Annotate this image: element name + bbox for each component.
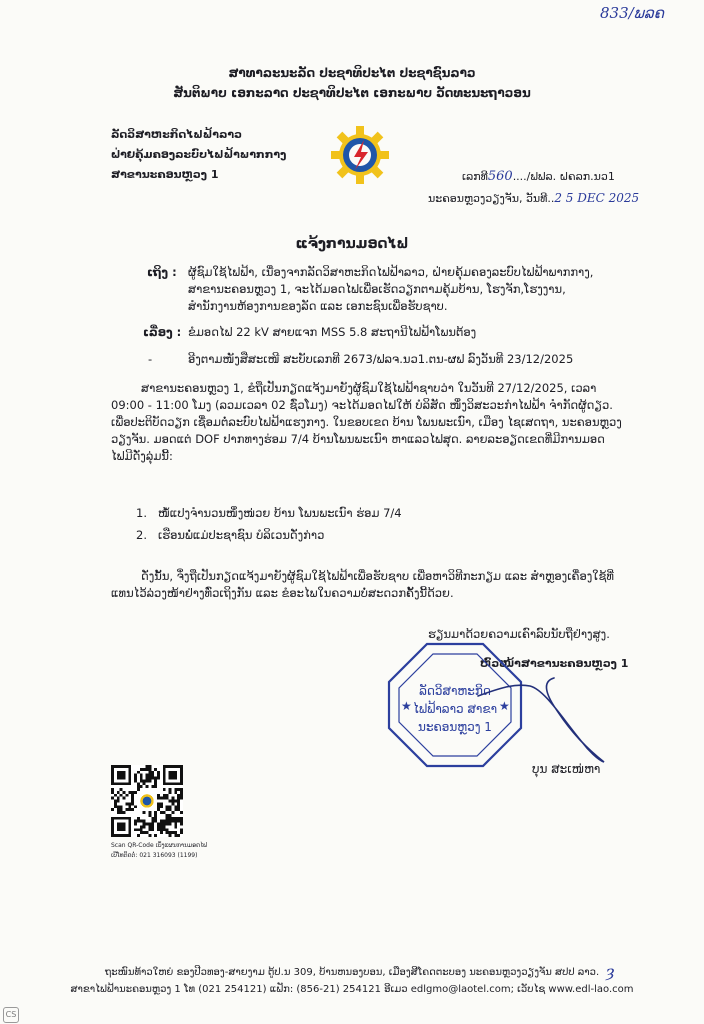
edl-logo <box>330 125 390 185</box>
list-item <box>136 528 324 542</box>
list-item <box>136 506 402 520</box>
notice-title: ແຈ້ງການມອດໄຟ <box>295 236 409 252</box>
to-line: ສຳນັກງານຫ້ອງການຂອງລັດ ແລະ ເອກະຊົນເພື່ອຮັບຊາບ. <box>188 299 448 313</box>
list-item-number: 2. <box>136 528 147 542</box>
stamp-text-line: ລັດວິສາຫະກິດ <box>419 684 491 698</box>
to-label: ເຖິງ : <box>147 265 177 279</box>
list-item-text: ໜໍ້ແປງຈຳນວນໜຶ່ງໜ່ວຍ ບ້ານ ໂພນພະເນົາ ຮ່ອມ 7/4 <box>157 506 402 520</box>
subject-text: ຂໍມອດໄຟ 22 kV ສາຍແຈກ MSS 5.8 ສະຖານີໄຟຟ້າໂພນຕ້ອງ <box>188 325 477 339</box>
footer-initials-icon: ȝ <box>606 962 615 981</box>
body-line: ວຽງຈັນ. ມອດແຕ່ DOF ປາກທາງຮ່ອມ 7/4 ບ້ານໂພນພະເນົາ ຫາແລວໄຟສຸດ. ລາຍລະອຽດເຂດທີ່ມີການມອດ <box>111 432 605 446</box>
reference-number-value: 560 <box>487 169 513 184</box>
stamp-star-icon: ★ <box>499 699 510 713</box>
footer-contact: ສາຂາໄຟຟ້ານະຄອນຫຼວງ 1 ໂທ (021 254121) ແຟັກ: (856-21) 254121 ອີເມວ edlgmo@laotel.com; ເວັບໄຊ www.edl-lao.com <box>70 984 634 995</box>
to-line: ສາຂານະຄອນຫຼວງ 1, ຈະໄດ້ມອດໄຟເພື່ອເຮັດວຽກຕາມຄຸ້ມບ້ານ, ໂຮງຈັກ,ໂຮງງານ, <box>188 282 566 296</box>
reference-line: ອີງຕາມໜັງສືສະເໜີ ສະບັບເລກທີ 2673/ຟລຈ.ນວ1.ຕນ-ຜຟ ລົງວັນທີ 23/12/2025 <box>188 352 574 366</box>
body-line: ໄຟມີດັ່ງລຸ່ມນີ້: <box>111 449 173 463</box>
handwritten-reference: 833/ພລຄ <box>600 4 665 22</box>
closing-line: ດັ່ງນັ້ນ, ຈຶ່ງຖືເປັນກຽດແຈ້ງມາຍັງຜູ້ຊົມໃຊ້ໄຟຟ້າເພື່ອຮັບຊາບ ເພື່ອຫາວິທີກະກຽມ ແລະ ສຳຫຼອງເຄື່ອງໃຊ້ທີ່ <box>141 569 614 583</box>
subject-label: ເລື່ອງ : <box>143 325 182 339</box>
regards-line: ຮຽນມາດ້ວຍຄວາມເຄົາລົບນັບຖືຢ່າງສູງ. <box>428 627 610 641</box>
closing-paragraph <box>111 568 614 602</box>
footer-address: ຖະໜົນທ້າວໃຫຍ່ ຂອງປີວທອງ-ສາຍງາມ ຕູ້ປ.ນ 309, ບ້ານຫນອງບອນ, ເມືອງສີໂຄດຕະບອງ ນະຄອນຫຼວງວຽງຈັນ ສປປ ລາວ. <box>104 967 600 978</box>
reference-number-suffix: ..../ຟຟລ. ຝຄລກ.ນວ1 <box>512 170 615 183</box>
scanner-corner-mark: CS <box>3 1007 19 1023</box>
body-line: ສາຂານະຄອນຫຼວງ 1, ຂໍຖືເປັນກຽດແຈ້ງມາຍັງຜູ້ຊົມໃຊ້ໄຟຟ້າຊາບວ່າ ໃນວັນທີ 27/12/2025, ເວລາ <box>141 381 597 395</box>
body-paragraph <box>111 380 622 465</box>
signer-name: ບຸນ ສະເໜ່ຫາ <box>532 762 601 776</box>
place-date <box>428 191 639 206</box>
reference-number <box>462 170 615 184</box>
body-line: 09:00 - 11:00 ໂມງ (ລວມເວລາ 02 ຊົ່ວໂມງ) ຈະໄດ້ມອດໄຟໃຫ້ ບໍລິສັດ ໜຶ່ງວິສະວະກຳໄຟຟ້າ ຈຳກັດຜູ້ດຽວ. <box>111 398 613 412</box>
stamp-star-icon: ★ <box>401 699 412 713</box>
list-item-number: 1. <box>136 506 147 520</box>
stamp-text-line: ໄຟຟ້າລາວ ສາຂາ <box>412 702 498 716</box>
to-line: ຜູ້ຊົມໃຊ້ໄຟຟ້າ, ເນື່ອງຈາກລັດວິສາຫະກິດໄຟຟ້າລາວ, ຝ່າຍຄຸ້ມຄອງລະບົບໄຟຟ້າພາກກາງ, <box>188 265 594 279</box>
date-value: 2 5 DEC 2025 <box>554 191 640 205</box>
national-header-line1: ສາທາລະນະລັດ ປະຊາທິປະໄຕ ປະຊາຊົນລາວ <box>228 66 476 80</box>
closing-line: ແທນໄວ້ລ່ວງໜ້າຢ່າງທົ່ວເຖິງກັນ ແລະ ຂໍອະໄພໃນຄວາມບໍ່ສະດວກຄັ້ງນີ້ດ້ວຍ. <box>111 586 454 600</box>
to-text <box>188 264 593 315</box>
stamp-text-line: ນະຄອນຫຼວງ 1 <box>418 720 492 734</box>
national-header-line2: ສັນຕິພາບ ເອກະລາດ ປະຊາທິປະໄຕ ເອກະພາບ ວັດທະນະຖາວອນ <box>173 86 531 100</box>
reference-bullet: - <box>148 352 153 366</box>
org-line3: ສາຂານະຄອນຫຼວງ 1 <box>111 168 219 181</box>
reference-number-label: ເລກທີ <box>462 170 488 183</box>
org-line2: ຝ່າຍຄຸ້ມຄອງລະບົບໄຟຟ້າພາກກາງ <box>111 148 287 161</box>
qr-code[interactable] <box>111 765 183 837</box>
list-item-text: ເຮືອນພໍ່ແມ່ປະຊາຊົນ ບໍລິເວນດັ່ງກ່າວ <box>157 528 325 542</box>
org-line1: ລັດວິສາຫະກິດໄຟຟ້າລາວ <box>111 128 242 141</box>
body-line: ເພື່ອປະຕິບັດວຽກ ເຊື່ອມຕໍ່ລະບົບໄຟຟ້າແຮງກາງ. ໃນຂອບເຂດ ບ້ານ ໂພນພະເນົາ, ເມືອງ ໄຊເສດຖາ, ນະຄອນຫຼວງ <box>111 415 622 429</box>
qr-caption-line2: ເບີໂທຕິດຕໍ່: 021 316093 (1199) <box>111 852 198 859</box>
place-date-label: ນະຄອນຫຼວງວຽງຈັນ, ວັນທີ.. <box>428 192 555 205</box>
qr-caption-line1: Scan QR-Code ເບິ່ງແຜນການມອດໄຟ <box>111 842 208 849</box>
signatory-title: ຫົວໜ້າສາຂານະຄອນຫຼວງ 1 <box>480 657 629 670</box>
